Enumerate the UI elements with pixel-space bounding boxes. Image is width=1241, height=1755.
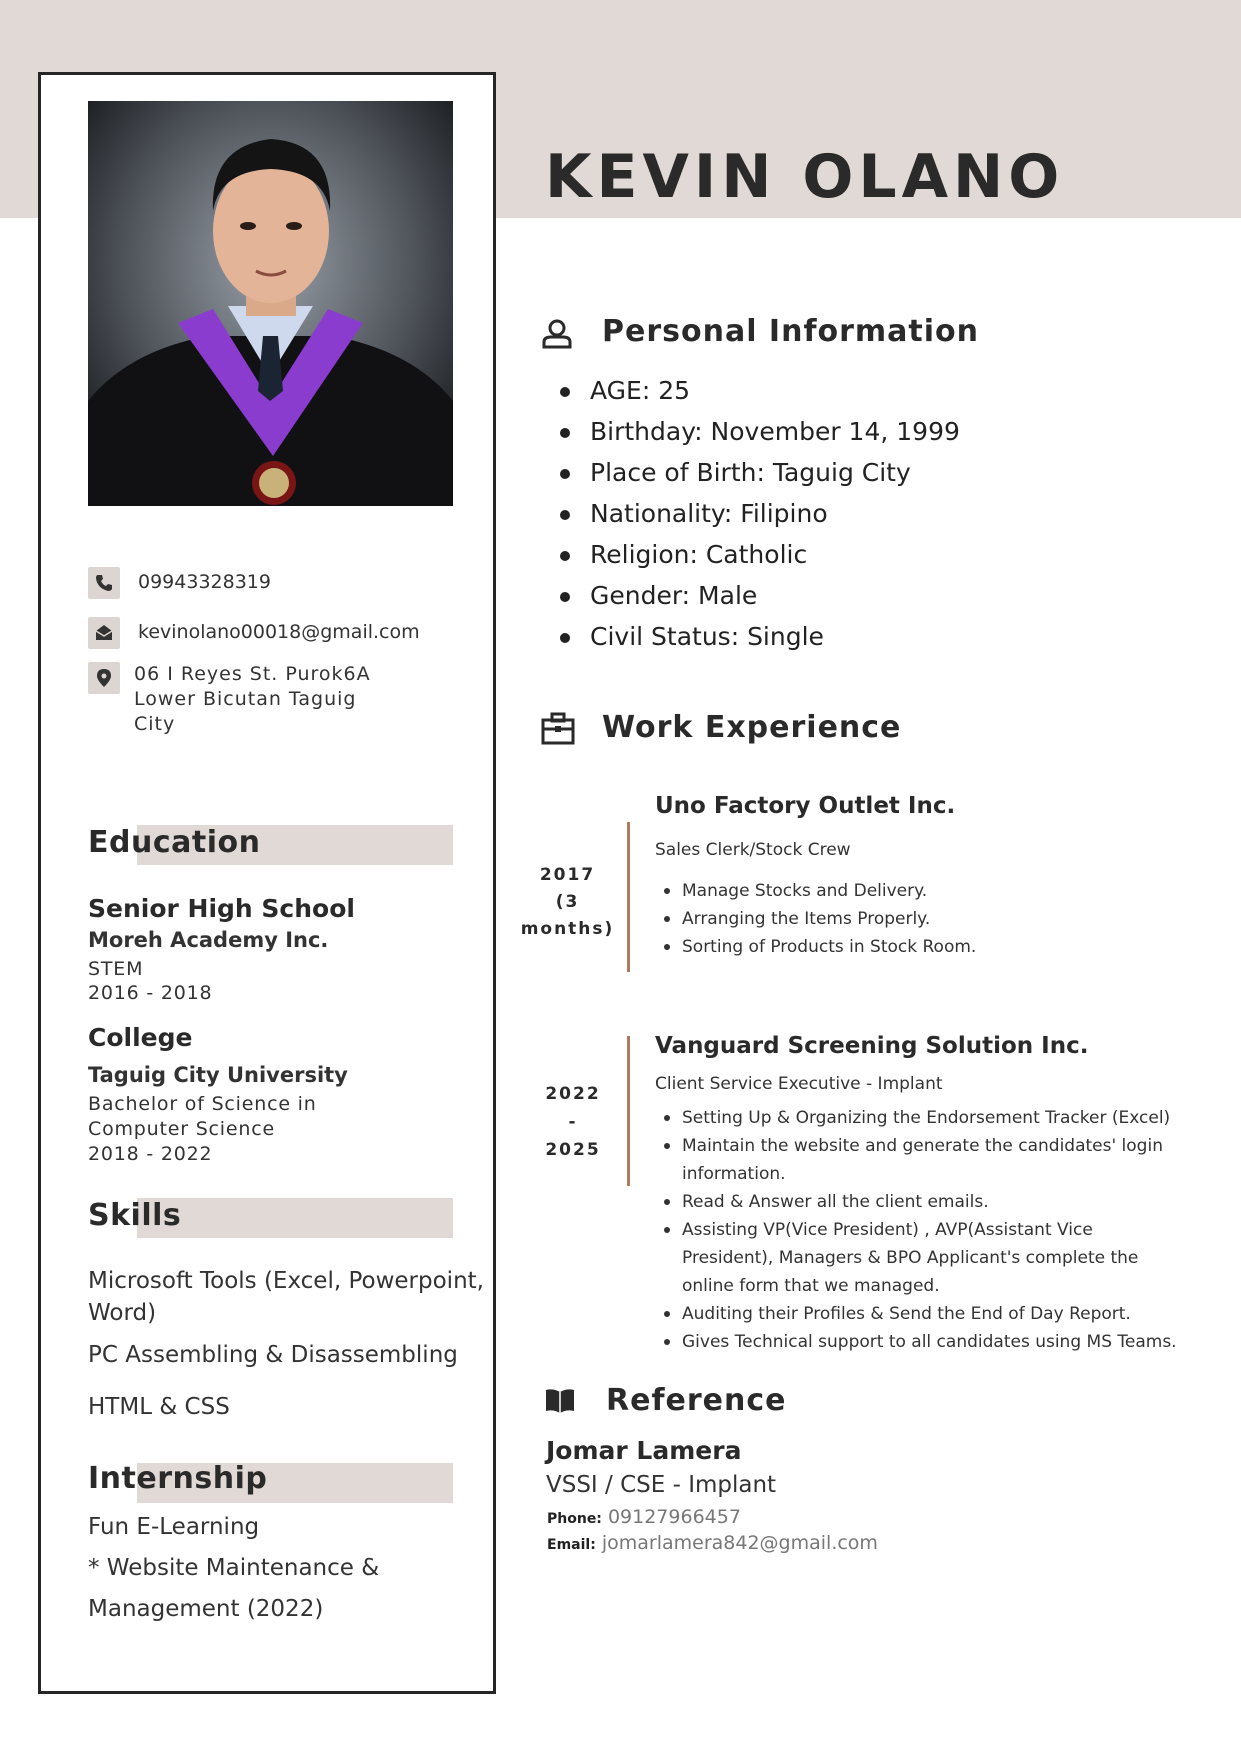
task-item: Sorting of Products in Stock Room. [682, 933, 1182, 961]
skill-item: HTML & CSS [88, 1394, 230, 1420]
year-line: 2025 [545, 1140, 601, 1160]
reference-title: Reference [606, 1383, 787, 1418]
reference-email [547, 1532, 878, 1554]
education-detail: STEM [88, 958, 144, 980]
candidate-name: KEVIN OLANO [545, 142, 1065, 212]
task-item: Read & Answer all the client emails. [682, 1188, 1182, 1216]
phone-label: Phone: [547, 1511, 602, 1527]
education-school: Taguig City University [88, 1063, 348, 1087]
job-tasks [682, 1104, 1182, 1356]
work-experience-title: Work Experience [602, 710, 902, 745]
personal-info-item: Gender: Male [590, 577, 960, 618]
reference-email-value: jomarlamera842@gmail.com [601, 1532, 878, 1554]
skill-item: PC Assembling & Disassembling [88, 1342, 458, 1368]
job-role: Client Service Executive - Implant [655, 1074, 943, 1094]
task-item: Setting Up & Organizing the Endorsement Tracker (Excel) [682, 1104, 1182, 1132]
envelope-icon [88, 617, 120, 649]
year-line: (3 months) [520, 892, 615, 939]
job-years [534, 1080, 612, 1164]
personal-info-item: Birthday: November 14, 1999 [590, 413, 960, 454]
timeline-line [627, 1036, 630, 1186]
reference-role: VSSI / CSE - Implant [546, 1472, 777, 1498]
address-text [134, 662, 371, 737]
skills-band [137, 1198, 453, 1238]
personal-info-item: AGE: 25 [590, 372, 960, 413]
company-name: Vanguard Screening Solution Inc. [655, 1033, 1089, 1059]
personal-info-item: Place of Birth: Taguig City [590, 454, 960, 495]
internship-line: * Website Maintenance & [88, 1555, 380, 1581]
address-line: 06 I Reyes St. Purok6A [134, 663, 371, 685]
task-item: Gives Technical support to all candidates using MS Teams. [682, 1328, 1182, 1356]
task-item: Maintain the website and generate the candidates' login information. [682, 1132, 1182, 1188]
education-level: College [88, 1023, 193, 1052]
education-years: 2018 - 2022 [88, 1143, 213, 1165]
briefcase-icon [541, 712, 575, 750]
task-item: Arranging the Items Properly. [682, 905, 1182, 933]
address-line: City [134, 713, 176, 735]
job-years [505, 862, 630, 943]
timeline-line [627, 822, 630, 972]
task-item: Assisting VP(Vice President) , AVP(Assistant Vice President), Managers & BPO Applicant's complete the online form that we managed. [682, 1216, 1182, 1300]
reference-phone [547, 1506, 741, 1528]
internship-line: Management (2022) [88, 1596, 324, 1622]
book-icon [544, 1387, 576, 1419]
education-years: 2016 - 2018 [88, 982, 213, 1004]
company-name: Uno Factory Outlet Inc. [655, 793, 956, 819]
year-line: 2022 [545, 1084, 601, 1104]
location-pin-icon [88, 662, 120, 694]
year-line: 2017 [539, 865, 596, 885]
personal-info-list [590, 372, 960, 659]
email-text: kevinolano00018@gmail.com [138, 621, 420, 643]
email-label: Email: [547, 1537, 596, 1553]
education-school: Moreh Academy Inc. [88, 928, 329, 952]
personal-info-item: Nationality: Filipino [590, 495, 960, 536]
year-line: - [568, 1112, 578, 1132]
profile-photo [88, 101, 453, 506]
personal-info-item: Religion: Catholic [590, 536, 960, 577]
phone-icon [88, 567, 120, 599]
education-title: Education [88, 825, 261, 860]
personal-info-item: Civil Status: Single [590, 618, 960, 659]
phone-text: 09943328319 [138, 571, 271, 593]
skills-title: Skills [88, 1198, 182, 1233]
education-level: Senior High School [88, 894, 355, 923]
personal-info-title: Personal Information [602, 314, 979, 349]
job-role: Sales Clerk/Stock Crew [655, 840, 851, 860]
education-detail: Bachelor of Science in [88, 1093, 317, 1115]
internship-title: Internship [88, 1461, 268, 1496]
task-item: Auditing their Profiles & Send the End of Day Report. [682, 1300, 1182, 1328]
job-tasks [682, 877, 1182, 961]
skill-item: Microsoft Tools (Excel, Powerpoint, Word) [88, 1268, 484, 1326]
reference-phone-value: 09127966457 [607, 1506, 741, 1528]
internship-line: Fun E-Learning [88, 1514, 260, 1540]
address-line: Lower Bicutan Taguig [134, 688, 357, 710]
person-icon [541, 318, 573, 354]
task-item: Manage Stocks and Delivery. [682, 877, 1182, 905]
reference-name: Jomar Lamera [546, 1436, 742, 1465]
education-detail: Computer Science [88, 1118, 275, 1140]
